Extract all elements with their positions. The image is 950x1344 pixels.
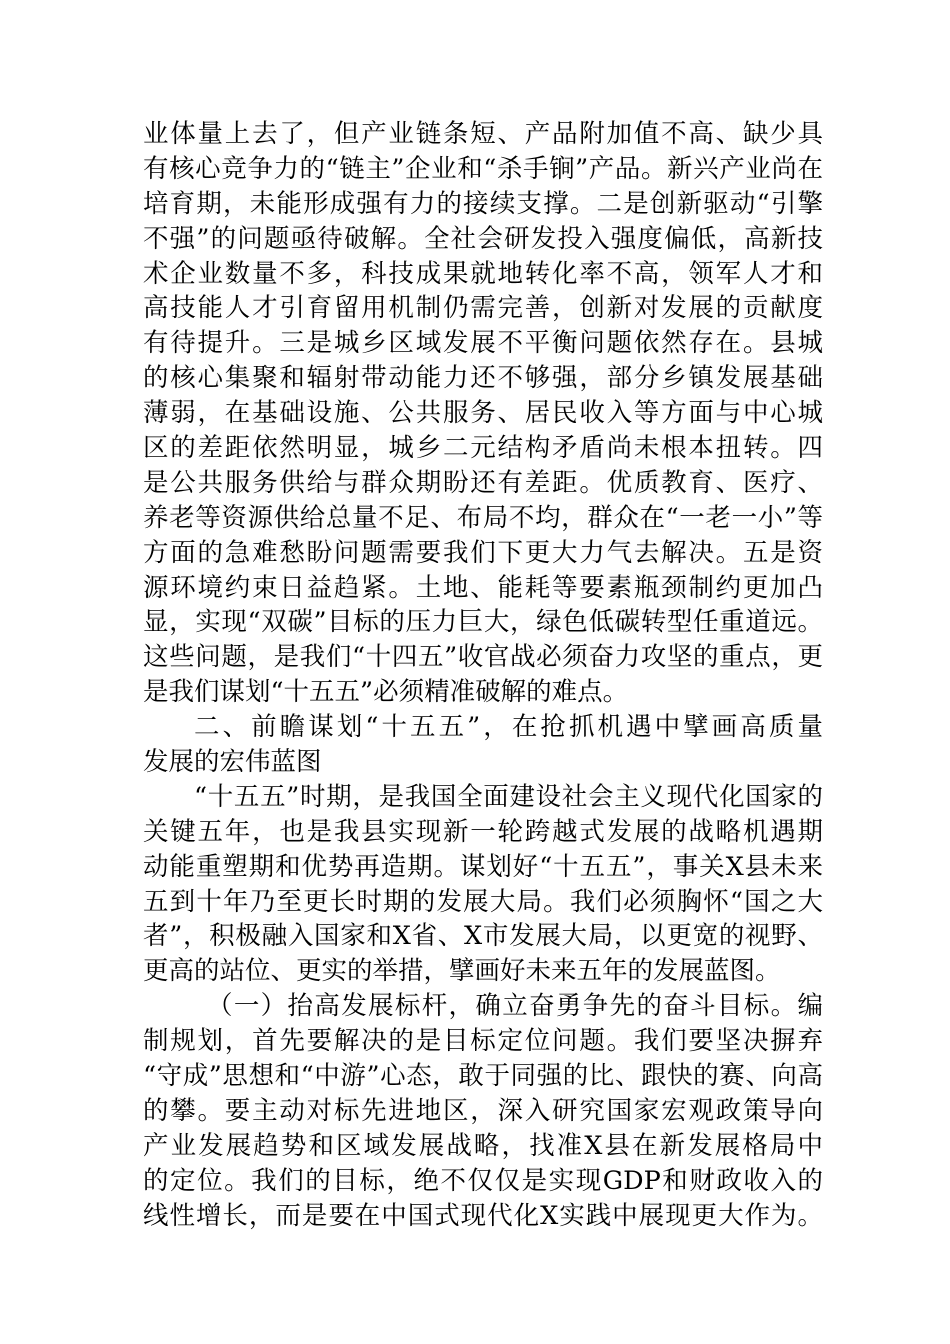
text-line: 区的差距依然明显，城乡二元结构矛盾尚未根本扭转。四 [143,433,823,464]
text-line: 的定位。我们的目标，绝不仅仅是实现GDP和财政收入的 [143,1165,823,1196]
text-line: 产业发展趋势和区域发展战略，找准X县在新发展格局中 [143,1130,823,1161]
text-line: 是公共服务供给与群众期盼还有差距。优质教育、医疗、 [143,467,823,498]
text-line: 的攀。要主动对标先进地区，深入研究国家宏观政策导向 [143,1095,823,1126]
text-line: 术企业数量不多，科技成果就地转化率不高，领军人才和 [143,258,823,289]
text-line: 动能重塑期和优势再造期。谋划好“十五五”，事关X县未来 [143,851,823,882]
text-line: 线性增长，而是要在中国式现代化X实践中展现更大作为。 [143,1200,823,1231]
text-line: 业体量上去了，但产业链条短、产品附加值不高、缺少具 [143,119,823,149]
text-line: 方面的急难愁盼问题需要我们下更大力气去解决。五是资 [143,537,823,568]
text-line: 源环境约束日益趋紧。土地、能耗等要素瓶颈制约更加凸 [143,572,823,603]
text-line: 这些问题，是我们“十四五”收官战必须奋力攻坚的重点，更 [143,642,823,673]
heading-line: 发展的宏伟蓝图 [143,747,322,778]
text-line: 有核心竞争力的“链主”企业和“杀手锏”产品。新兴产业尚在 [143,153,823,184]
section-heading [143,710,823,780]
text-line: 薄弱，在基础设施、公共服务、居民收入等方面与中心城 [143,398,823,429]
text-line: 养老等资源供给总量不足、布局不均，群众在“一老一小”等 [143,502,823,533]
heading-line: 二、前瞻谋划“十五五”，在抢抓机遇中擘画高质量 [194,712,823,743]
text-line: “守成”思想和“中游”心态，敢于同强的比、跟快的赛、向高 [143,1061,823,1092]
text-line: 有待提升。三是城乡区域发展不平衡问题依然存在。县城 [143,328,823,359]
text-line: “十五五”时期，是我国全面建设社会主义现代化国家的 [194,781,823,812]
text-line: （一）抬高发展标杆，确立奋勇争先的奋斗目标。编 [207,991,823,1022]
paragraph-goals [143,989,823,1233]
text-line: 高技能人才引育留用机制仍需完善，创新对发展的贡献度 [143,293,823,324]
text-line: 者”，积极融入国家和X省、X市发展大局，以更宽的视野、 [143,921,823,952]
text-line: 不强”的问题亟待破解。全社会研发投入强度偏低，高新技 [143,223,823,254]
paragraph-problems [143,117,823,710]
paragraph-period [143,780,823,989]
text-line: 的核心集聚和辐射带动能力还不够强，部分乡镇发展基础 [143,363,823,394]
text-line: 显，实现“双碳”目标的压力巨大，绿色低碳转型任重道远。 [143,607,823,638]
text-line: 制规划，首先要解决的是目标定位问题。我们要坚决摒弃 [143,1026,823,1057]
document-body [143,117,823,1234]
text-line: 是我们谋划“十五五”必须精准破解的难点。 [143,677,629,708]
text-line: 关键五年，也是我县实现新一轮跨越式发展的战略机遇期 [143,816,823,847]
text-line: 更高的站位、更实的举措，擘画好未来五年的发展蓝图。 [143,956,781,987]
text-line: 培育期，未能形成强有力的接续支撑。二是创新驱动“引擎 [143,188,823,219]
text-line: 五到十年乃至更长时期的发展大局。我们必须胸怀“国之大 [143,886,823,917]
